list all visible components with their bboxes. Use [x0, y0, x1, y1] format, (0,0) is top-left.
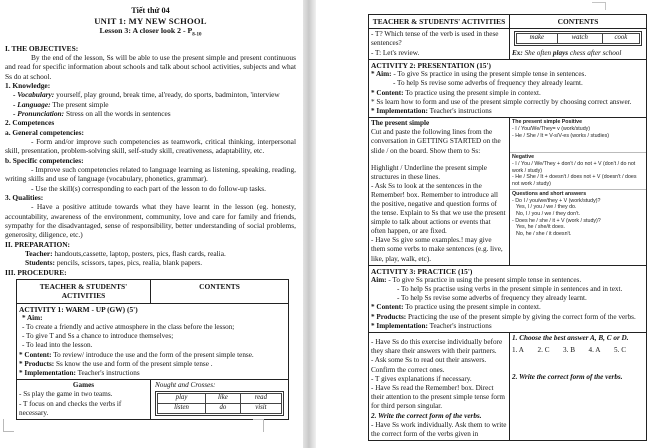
- activity2-implementation-label: * Implementation:: [371, 107, 428, 116]
- practice-contents-cell: [510, 333, 647, 441]
- review-activities-cell: [369, 29, 510, 60]
- activities-header-cell: TEACHER & STUDENTS' ACTIVITIES: [369, 15, 510, 29]
- task2-heading-right: 2. Write the correct form of the verbs.: [512, 373, 623, 382]
- present-simple-para-4: - Have Ss give some examples.! may give them some verbs to make sentences (e.g. live, like, play, walk, etc).: [371, 236, 503, 263]
- activity3-products-text: Practicing the use of the present simple by giving the correct form of the verbs.: [406, 312, 636, 321]
- verb-cell: watch: [557, 34, 602, 44]
- review-row: [369, 29, 647, 60]
- activity3-implementation-text: Teacher's instructions: [427, 321, 492, 330]
- activity3-aim-2: - To help Ss practise using verbs in the present simple in sentences and in text.: [397, 285, 623, 294]
- pronunciation-label: - Pronunciation:: [13, 108, 65, 118]
- objectives-intro: By the end of the lesson, Ss will be able to use the present simple and present continuous and read for specific information about schools and talk about school activities, subjects and what Ss do at school.: [5, 52, 296, 81]
- activity1-content-text: To review/ introduce the use and the form of the present simple tense.: [51, 350, 254, 359]
- answer-item: 5. C: [614, 346, 626, 355]
- spacer: [512, 355, 644, 373]
- verb-cell: read: [240, 394, 281, 404]
- games-row: [17, 380, 289, 420]
- activity3-products-line: [371, 313, 644, 322]
- right-table-header-row: [369, 15, 647, 29]
- grammar-questions-line: No, he / she / it doesn't.: [516, 231, 572, 238]
- answer-item: 2. C: [537, 346, 550, 355]
- activity2-implementation-line: [371, 107, 644, 116]
- grammar-positive-line: - He / She / It = V-s/V-es (works / studies): [512, 132, 609, 139]
- activity3-implementation-line: [371, 322, 644, 331]
- lesson-subtitle-text: Lesson 3: A closer look 2 - P: [99, 26, 193, 35]
- practice-line-1: - Have Ss do this exercise individually before they share their answers with their partners.: [371, 338, 503, 356]
- teacher-label: Teacher:: [25, 249, 53, 259]
- activity1-content-line: [19, 351, 286, 360]
- vocabulary-text: yourself, play ground, break time, al'ready, do sports, badminton, 'interview: [54, 90, 280, 100]
- vocabulary-line: [5, 90, 296, 99]
- activity1-products-text: Ss know the use and form of the present simple tense .: [54, 359, 213, 368]
- grammar-negative-line: - I / You / We/They + don't / do not + V (don't / do not work / study): [512, 161, 636, 174]
- activity1-products-line: [19, 360, 286, 369]
- verb-cell: do: [206, 403, 241, 413]
- contents-header-cell: CONTENTS: [510, 15, 647, 29]
- task2-line: - Have Ss work individually. Ask them to write the correct form of the verbs given in: [371, 420, 507, 439]
- task1-heading: 1. Choose the best answer A, B, C or D.: [512, 334, 629, 343]
- verb-cell: make: [517, 34, 558, 44]
- activity1-implementation-label: * Implementation:: [19, 368, 76, 377]
- example-post: chess after school: [568, 48, 622, 57]
- games-activities-cell: [17, 380, 151, 420]
- students-text: pencils, scissors, tapes, pics, realia, blank papers.: [54, 258, 203, 268]
- activity2-aim-2: - To help Ss revise some adverbs of frequency they already learnt.: [393, 79, 583, 88]
- contents-header-cell: CONTENTS: [151, 280, 289, 303]
- grammar-negative-line: - He / She / It + doesn't / does not + V (doesn't / does not work / study): [512, 174, 637, 188]
- verb-cell: cook: [602, 34, 639, 44]
- procedure-table-right: [368, 14, 647, 441]
- grammar-remember-box: [510, 118, 646, 239]
- activity2-content-line: [371, 89, 644, 98]
- lesson-subtitle-pages: 8-10: [192, 32, 202, 38]
- present-simple-para-3: - Ask Ss to look at the sentences in the Remember! box. Remember to introduce all the positive, negative and question forms of the tense. Explain to Ss that we use the present simple to talk about actions or events that often happen, or are fixed.: [371, 181, 506, 236]
- grammar-questions-line: Yes, I / you / we / they do.: [516, 204, 577, 211]
- activity1-cell: [17, 303, 289, 380]
- activity3-aim-3: - To help Ss revise some adverbs of frequency they already learnt.: [397, 294, 587, 303]
- review-line-1: - T? Which tense of the verb is used in these sentences?: [371, 30, 499, 48]
- games-line-1: - Ss play the game in two teams.: [19, 390, 113, 399]
- grammar-positive-heading: The present simple Positive: [512, 119, 583, 126]
- qualities-heading: 3. Qualities:: [5, 193, 44, 203]
- language-text: The present simple: [50, 99, 109, 109]
- verb-cell: visit: [240, 403, 281, 413]
- review-verb-grid-wrap: [514, 31, 642, 46]
- practice-line-2: - Ask some Ss to read out their answers. Confirm the correct ones.: [371, 356, 487, 374]
- activity1-aim-2: - To give T and Ss a chance to introduce themselves;: [22, 332, 174, 341]
- activity1-aim-label: * Aim:: [22, 313, 43, 322]
- specific-competencies-text: - Improve such competencies related to language learning as listening, speaking, reading, writing skills and use of language (vocabulary, phonetics, grammar).: [5, 165, 296, 184]
- review-line-2: - T: Let's review.: [371, 48, 420, 57]
- activities-header-cell: TEACHER & STUDENTS' ACTIVITIES: [17, 280, 151, 303]
- verb-grid-row: [158, 394, 282, 404]
- grammar-positive-line: - I / You/We/They= v (work/study): [512, 125, 591, 132]
- present-simple-para-1: Cut and paste the following lines from the conversation in GETTING STARTED on the slide / on the board. Show them to Ss:: [371, 128, 501, 155]
- activity1-row: [17, 303, 289, 380]
- language-line: [5, 100, 296, 109]
- games-contents-cell: [151, 380, 289, 420]
- activity1-title: ACTIVITY 1: WARM - UP (GW) (5'): [19, 304, 138, 314]
- review-contents-cell: [510, 29, 647, 60]
- practice-activities-cell: [369, 333, 510, 441]
- activity2-cell: [369, 60, 647, 118]
- verb-cell: like: [206, 394, 241, 404]
- students-line: [5, 258, 296, 267]
- activity3-row: [369, 265, 647, 332]
- answer-item: 1. A: [512, 346, 524, 355]
- answer-item: 3. B: [563, 346, 575, 355]
- present-simple-activities-cell: [369, 118, 510, 265]
- page-right: [316, 0, 650, 448]
- activity2-aim-label: * Aim:: [371, 70, 392, 79]
- language-label: - Language:: [13, 99, 51, 109]
- doc-title-unit: UNIT 1: MY NEW SCHOOL: [94, 16, 207, 26]
- practice-row: [369, 333, 647, 441]
- teacher-line: [5, 249, 296, 258]
- qualities-text: - Have a positive attitude towards what they have learnt in the lesson (eg. honesty, accountability, awareness of the environment, community, love and care for family and friends, sympathy for the disadvantaged, sense of responsibility, better understanding of social problems, generosity, diligence, etc.): [5, 202, 296, 240]
- grammar-questions-line: Yes, he / she/it does.: [516, 224, 565, 231]
- present-simple-para-2: Highlight / Underline the present simple structures in these lines.: [371, 163, 487, 181]
- games-line-2: - T focus on and checks the verbs if necessary.: [19, 399, 122, 417]
- activity2-implementation-text: Teacher's instructions: [427, 107, 492, 116]
- knowledge-heading: 1. Knowledge:: [5, 80, 51, 90]
- left-page-body: [0, 0, 303, 277]
- activity2-ss-line: * Ss learn how to form and use of the present simple correctly by choosing correct answer.: [371, 97, 632, 106]
- text-boundary-mark: [253, 419, 264, 432]
- activity1-content-label: * Content:: [19, 350, 52, 359]
- competences-heading: 2. Competences: [5, 118, 55, 128]
- activity3-content-text: To practice using the present simple in context.: [403, 303, 541, 312]
- review-verb-grid: [516, 33, 640, 44]
- example-label: Ex:: [512, 48, 523, 57]
- objectives-heading: I. THE OBJECTIVES:: [5, 43, 79, 53]
- grammar-negative-section: [510, 153, 646, 190]
- activity3-products-label: * Products:: [371, 312, 407, 321]
- activity3-aim-1: - To give Ss practice in using the present simple tense in sentences.: [386, 275, 582, 284]
- specific-competencies-heading: b. Specific competencies:: [5, 155, 84, 165]
- activity3-title: ACTIVITY 3: PRACTICE (15'): [371, 266, 473, 276]
- activity3-content-label: * Content:: [371, 303, 404, 312]
- procedure-heading: III. PROCEDURE:: [5, 267, 67, 277]
- verb-cell: listen: [158, 403, 206, 413]
- answer-item: 4. A: [588, 346, 601, 355]
- text-boundary-mark: [3, 419, 14, 432]
- activity3-implementation-label: * Implementation:: [371, 321, 428, 330]
- activity2-title: ACTIVITY 2: PRESENTATION (15'): [371, 61, 491, 70]
- grammar-questions-heading: Questions and short answers: [512, 190, 587, 197]
- task2-heading-left: 2. Write the correct form of the verbs.: [371, 411, 482, 420]
- activity2-aim-1: - To give Ss practice in using the present simple tense in sentences.: [391, 70, 587, 79]
- grammar-questions-line: - Does he / she / it + V (work / study)?: [512, 217, 601, 224]
- present-simple-heading: The present simple: [371, 119, 430, 128]
- grammar-questions-line: No, I / you / we / they don't.: [516, 210, 581, 217]
- students-label: Students:: [25, 258, 55, 268]
- verb-grid: [157, 393, 282, 413]
- page-gap: [303, 0, 316, 448]
- skills-text: - Use the skill(s) corresponding to each part of the lesson to do follow-up tasks.: [31, 183, 267, 193]
- activity2-content-text: To practice using the present simple in context.: [403, 88, 541, 97]
- pronunciation-text: Stress on all the words in sentences: [64, 108, 171, 118]
- example-pre: She often: [522, 48, 553, 57]
- doc-title-period: Tiết thứ 04: [131, 6, 170, 15]
- general-competencies-heading: a. General competencies:: [5, 127, 85, 137]
- left-table-header-row: [17, 280, 289, 303]
- practice-line-4: - Have Ss read the Remember! box. Direct their attention to the present simple tense form for third person singular.: [371, 384, 505, 411]
- activity3-aim-label: Aim:: [371, 275, 387, 284]
- activity3-aim-line: [371, 276, 644, 285]
- grammar-questions-line: - Do I / you/we/they + V (work/study)?: [512, 197, 601, 204]
- noughts-caption: Nought and Crosses:: [155, 381, 216, 390]
- activity2-row: [369, 60, 647, 118]
- procedure-table-left: [16, 279, 289, 420]
- activity1-aim-3: - To lead into the lesson.: [22, 341, 93, 350]
- page-left: [0, 0, 303, 448]
- example-verb: plays: [552, 48, 569, 57]
- answer-key-row: [512, 346, 626, 355]
- practice-line-3: - T gives explanations if necessary.: [371, 374, 472, 383]
- verb-cell: play: [158, 394, 206, 404]
- verb-grid-wrap: [155, 391, 284, 415]
- grammar-positive-section: [510, 118, 646, 153]
- teacher-text: handouts,cassette, laptop, posters, pics, flash cards, realia.: [52, 249, 226, 259]
- grammar-questions-section: [510, 190, 646, 239]
- activity3-content-line: [371, 303, 644, 312]
- activity2-content-label: * Content:: [371, 88, 404, 97]
- text-boundary-mark: [592, 2, 606, 10]
- verb-grid-row: [158, 403, 282, 413]
- general-competencies-text: - Form and/or improve such competencies as teamwork, critical thinking, interpersonal skill, presentation, problem-solving skill, self-study skill, creativeness, adaptability, etc.: [5, 136, 296, 156]
- example-sentence: [512, 49, 644, 58]
- activity2-aim-line: [371, 70, 644, 79]
- doc-title-lesson: [5, 26, 296, 41]
- verb-grid-row: [517, 34, 640, 44]
- pronunciation-line: [5, 109, 296, 118]
- present-simple-contents-cell: [510, 118, 647, 265]
- preparation-heading: II. PREPARATION:: [5, 239, 71, 249]
- activity1-products-label: * Products:: [19, 359, 55, 368]
- activity3-cell: [369, 265, 647, 332]
- present-simple-row: [369, 118, 647, 265]
- activity1-implementation-line: [19, 369, 286, 378]
- grammar-negative-heading: Negative: [512, 154, 535, 161]
- vocabulary-label: - Vocabulary:: [13, 90, 55, 100]
- activity1-aim-1: - To create a friendly and active atmosphere in the class before the lesson;: [22, 322, 235, 331]
- activity1-implementation-text: Teacher's instructions: [75, 368, 140, 377]
- games-title: Games: [72, 381, 95, 390]
